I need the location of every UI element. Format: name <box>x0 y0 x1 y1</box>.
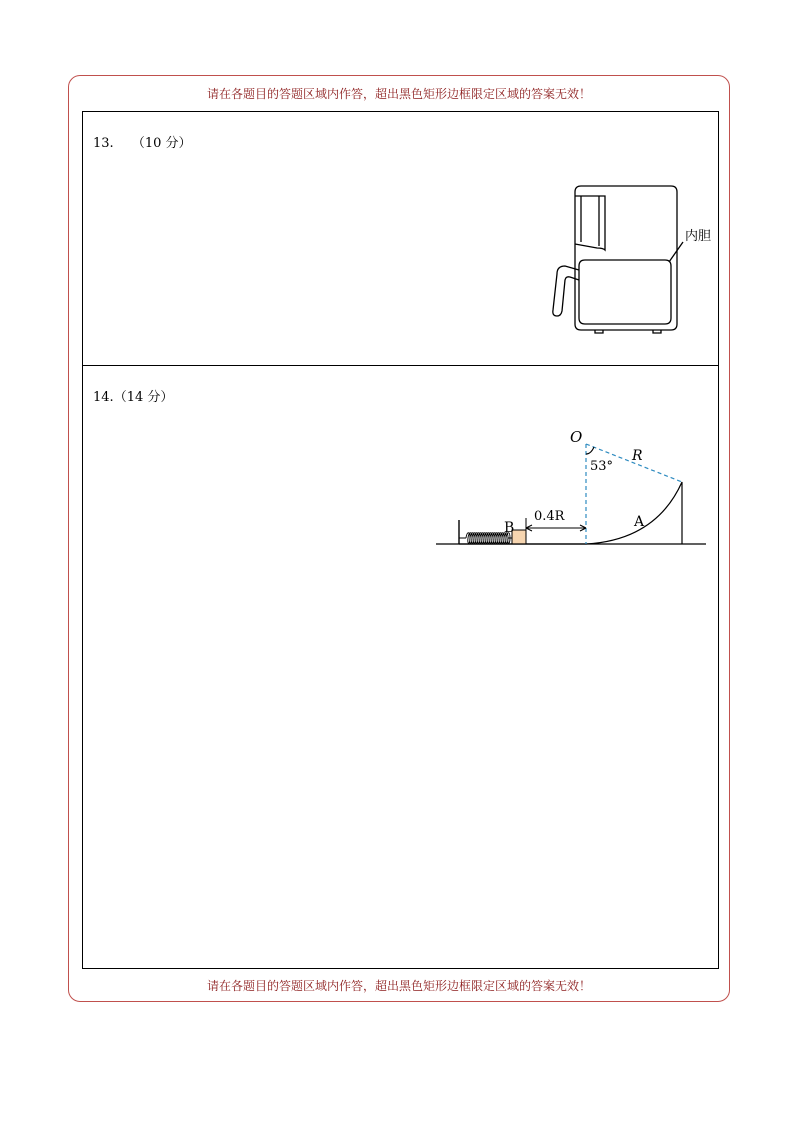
question-14-number: 14. <box>93 390 114 405</box>
question-13-score: （10 分） <box>131 136 192 151</box>
air-fryer-figure <box>545 184 725 334</box>
distance-label: 0.4R <box>534 509 565 524</box>
answer-sheet-frame <box>68 75 730 1002</box>
radius-label: R <box>632 448 643 464</box>
question-14-label <box>93 386 173 405</box>
notice-top: 请在各题目的答题区域内作答，超出黑色矩形边框限定区域的答案无效！ <box>206 87 591 101</box>
notice-bottom: 请在各题目的答题区域内作答，超出黑色矩形边框限定区域的答案无效！ <box>206 979 591 993</box>
angle-label: 53° <box>590 459 614 474</box>
question-divider <box>83 365 718 366</box>
question-13-label <box>93 132 192 151</box>
question-14-score: （14 分） <box>113 390 174 405</box>
answer-box[interactable] <box>82 111 719 969</box>
track-a-label: A <box>634 514 645 530</box>
question-13-number: 13. <box>93 136 114 151</box>
point-o-label: O <box>570 428 583 446</box>
track-figure <box>436 412 716 562</box>
inner-pot-label: 内胆 <box>685 229 712 244</box>
track-a <box>586 482 682 544</box>
block-b-label: B <box>504 520 515 536</box>
